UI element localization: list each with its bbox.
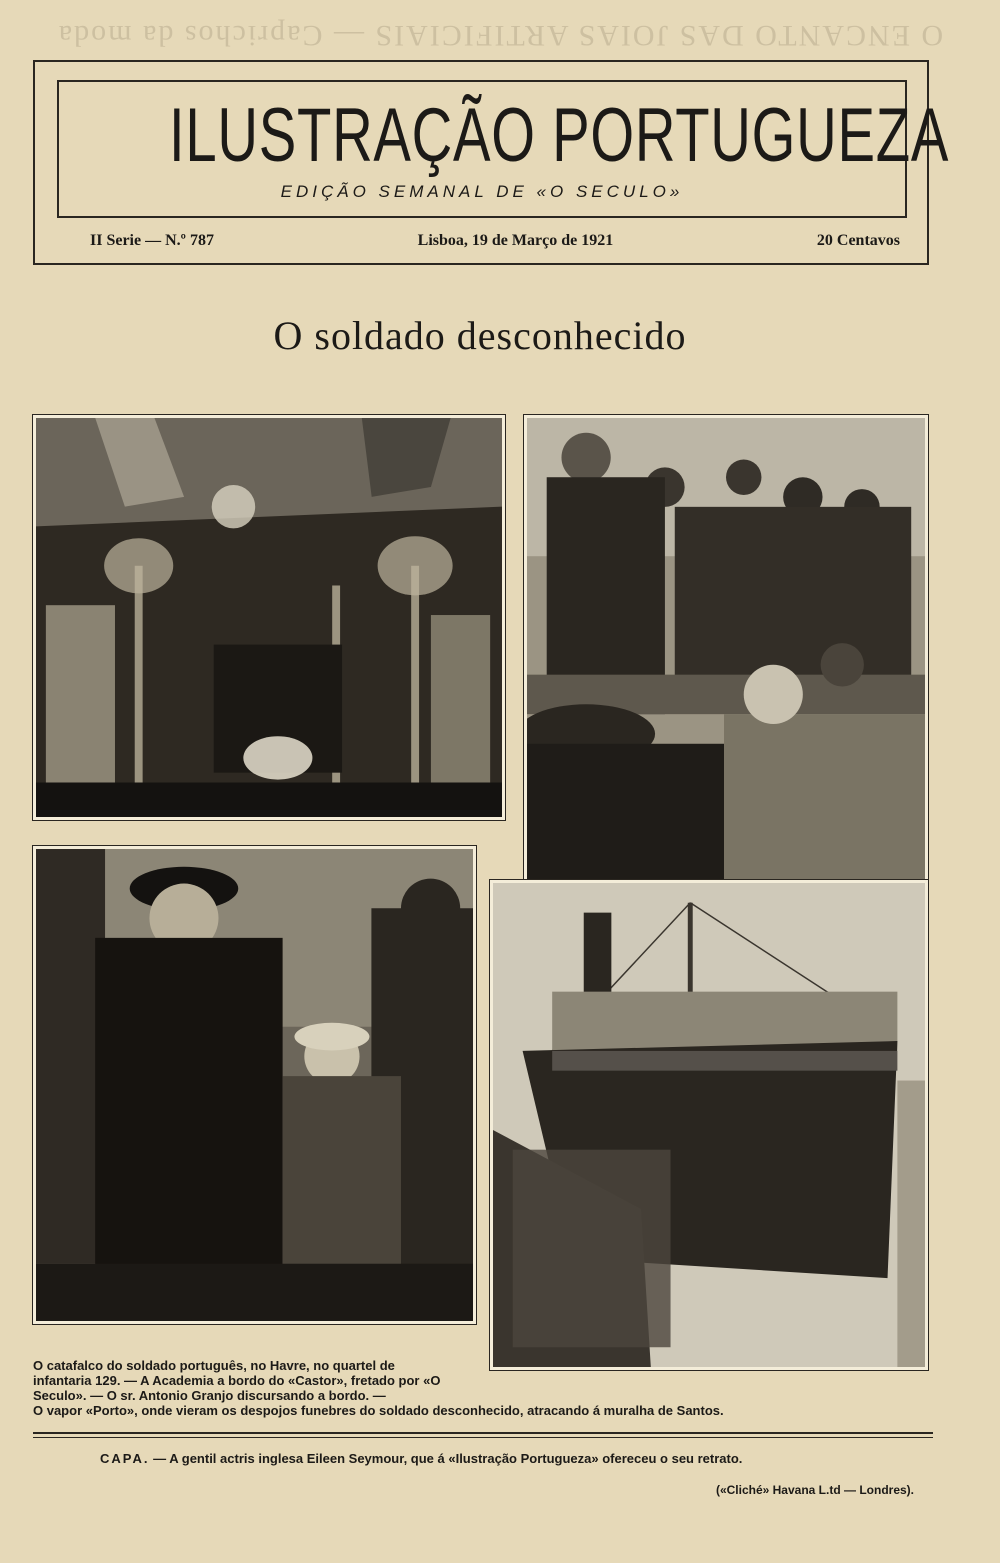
magazine-title: ILUSTRAÇÃO PORTUGUEZA xyxy=(168,93,950,178)
photo-catafalque xyxy=(33,415,505,820)
caption-line-1: O catafalco do soldado português, no Havre, no quartel de infantaria 129. — A Academia a bordo do «Castor», fretado por «O Seculo». — O sr. Antonio Granjo discursando a bordo. — xyxy=(33,1358,441,1403)
bleed-through-text: O ENCANTO DAS JOIAS ARTIFICIAIS — Caprichos da moda xyxy=(56,19,944,52)
photo-caption xyxy=(33,1358,933,1418)
divider-rule xyxy=(33,1432,933,1434)
issue-info-bar xyxy=(90,232,900,250)
page-headline: O soldado desconhecido xyxy=(273,313,687,358)
cover-note xyxy=(100,1451,930,1466)
caption-line-2: O vapor «Porto», onde vieram os despojos funebres do soldado desconhecido, atracando á muralha de Santos. xyxy=(33,1403,724,1418)
issue-series: II Serie — N.º 787 xyxy=(90,232,214,249)
photo-vapor-porto xyxy=(490,880,928,1370)
divider-rule-thin xyxy=(33,1437,933,1438)
cover-note-label: CAPA. xyxy=(100,1451,150,1466)
photo-antonio-granjo xyxy=(33,846,476,1324)
title-box xyxy=(57,80,950,218)
photo-credit: («Cliché» Havana L.td — Londres). xyxy=(715,1483,914,1497)
issue-date: Lisboa, 19 de Março de 1921 xyxy=(417,232,614,249)
photo-academia-castor xyxy=(524,415,928,883)
magazine-subtitle: EDIÇÃO SEMANAL DE «O SECULO» xyxy=(280,182,684,201)
masthead xyxy=(33,60,950,265)
issue-price: 20 Centavos xyxy=(816,232,900,249)
cover-note-text: — A gentil actris inglesa Eileen Seymour, que á «Ilustração Portugueza» ofereceu o seu retrato. xyxy=(153,1451,743,1466)
